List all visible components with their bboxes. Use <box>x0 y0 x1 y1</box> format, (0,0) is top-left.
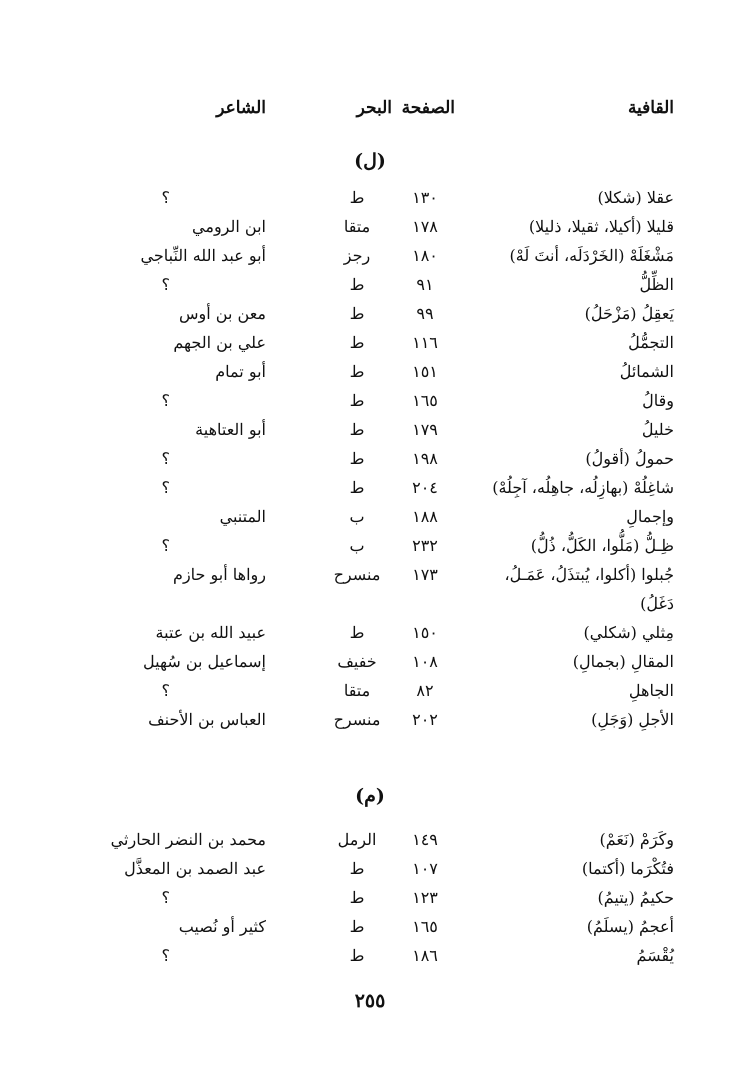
page-cell: ٢٠٤ <box>412 478 438 497</box>
page-number: ٢٥٥ <box>354 990 386 1012</box>
table-row <box>0 623 740 652</box>
header-page: الصفحة <box>401 98 455 118</box>
qafia-cell: الظِّلُّ <box>639 275 674 294</box>
bahr-cell: متقا <box>343 217 371 236</box>
poet-cell: كثير أو نُصيب <box>178 917 266 936</box>
page-cell: ١٥١ <box>412 362 438 381</box>
page-cell: ١٤٩ <box>412 830 438 849</box>
bahr-cell: ط <box>349 333 365 352</box>
qafia-cell: الجاهلِ <box>628 681 674 700</box>
bahr-cell: ب <box>349 507 365 526</box>
poet-cell: محمد بن النضر الحارثي <box>110 830 266 849</box>
bahr-cell: ط <box>349 420 365 439</box>
qafia-cell: وكَرَمْ (نَعَمْ) <box>599 830 674 849</box>
poet-cell: علي بن الجهم <box>173 333 266 352</box>
poet-cell: معن بن أوس <box>179 304 266 323</box>
table-row <box>0 888 740 917</box>
page-cell: ١٣٠ <box>412 188 438 207</box>
header-poet: الشاعر <box>216 98 266 118</box>
bahr-cell: ط <box>349 449 365 468</box>
page-cell: ١٠٧ <box>412 859 438 878</box>
header-bahr: البحر <box>356 98 392 118</box>
poet-cell: العباس بن الأحنف <box>148 710 266 729</box>
page-cell: ١٩٨ <box>412 449 438 468</box>
bahr-cell: ط <box>349 362 365 381</box>
table-row <box>0 304 740 333</box>
qafia-cell: الأجلِ (وَجَلِ) <box>591 710 674 729</box>
qafia-cell: فتُكْرَما (أكتما) <box>581 859 674 878</box>
section-lam-rows <box>0 188 740 739</box>
qafia-cell: يَعقِلُ (مَزْحَلُ) <box>584 304 674 323</box>
page-cell: ١٧٣ <box>412 565 438 584</box>
table-header <box>0 98 740 126</box>
bahr-cell: ط <box>349 478 365 497</box>
page-cell: ١٨٨ <box>412 507 438 526</box>
bahr-cell: ط <box>349 188 365 207</box>
qafia-cell: وإجمالِ <box>626 507 674 526</box>
poet-cell: أبو العتاهية <box>195 420 266 439</box>
bahr-cell: منسرح <box>333 565 381 584</box>
qafia-cell: التجمُّلُ <box>628 333 674 352</box>
page-cell: ١٦٥ <box>412 391 438 410</box>
section-title-lam: (ل) <box>354 150 386 172</box>
bahr-cell: ط <box>349 859 365 878</box>
table-row <box>0 859 740 888</box>
table-row <box>0 710 740 739</box>
poet-cell: أبو عبد الله النِّباجي <box>140 246 266 265</box>
table-row <box>0 333 740 362</box>
section-mim-rows <box>0 830 740 975</box>
table-row <box>0 536 740 565</box>
page-cell: ٢٣٢ <box>412 536 438 555</box>
bahr-cell: متقا <box>343 681 371 700</box>
page-cell: ١١٦ <box>412 333 438 352</box>
bahr-cell: منسرح <box>333 710 381 729</box>
page-cell: ٩٩ <box>416 304 434 323</box>
poet-cell: ؟ <box>161 478 170 497</box>
qafia-cell: وقالُ <box>642 391 674 410</box>
poet-cell: أبو تمام <box>215 362 266 381</box>
qafia-cell: قليلا (أكيلا، ثقيلا، ذليلا) <box>528 217 674 236</box>
page-cell: ١٨٦ <box>412 946 438 965</box>
qafia-cell: الشمائلُ <box>619 362 674 381</box>
poet-cell: ؟ <box>161 681 170 700</box>
poet-cell: ؟ <box>161 449 170 468</box>
page-cell: ١٠٨ <box>412 652 438 671</box>
poet-cell: ؟ <box>161 536 170 555</box>
qafia-cell: دَغَلُ) <box>640 594 674 613</box>
table-row <box>0 507 740 536</box>
poet-cell: ؟ <box>161 946 170 965</box>
qafia-cell: مَشْغَلَهْ (الخَرْدَلَه، أنتَ لَهْ) <box>509 246 674 265</box>
bahr-cell: رجز <box>343 246 371 265</box>
qafia-cell: خليلُ <box>641 420 674 439</box>
page-cell: ١٦٥ <box>412 917 438 936</box>
bahr-cell: ط <box>349 304 365 323</box>
table-row <box>0 275 740 304</box>
qafia-cell: يُقْسَمُ <box>636 946 674 965</box>
qafia-cell: شاغِلُهْ (بهازِلُه، جاهِلُه، آجِلُهْ) <box>492 478 674 497</box>
bahr-cell: ط <box>349 623 365 642</box>
poet-cell: ؟ <box>161 188 170 207</box>
qafia-cell: أعجمُ (يسلَمُ) <box>586 917 674 936</box>
poet-cell: رواها أبو حازم <box>173 565 266 584</box>
table-row <box>0 420 740 449</box>
header-qafia: القافية <box>627 98 674 118</box>
table-row <box>0 362 740 391</box>
page-cell: ١٧٨ <box>412 217 438 236</box>
table-row <box>0 188 740 217</box>
bahr-cell: ط <box>349 275 365 294</box>
page-cell: ١٥٠ <box>412 623 438 642</box>
bahr-cell: ط <box>349 917 365 936</box>
table-row <box>0 565 740 594</box>
qafia-cell: المقالِ (بجمالِ) <box>572 652 674 671</box>
poet-cell: ابن الرومي <box>192 217 266 236</box>
poet-cell: ؟ <box>161 888 170 907</box>
page-cell: ٩١ <box>416 275 434 294</box>
poet-cell: المتنبي <box>219 507 266 526</box>
table-row <box>0 946 740 975</box>
qafia-cell: جُبلوا (أكلوا، يُبتذَلُ، عَمَـلُ، <box>504 565 674 584</box>
bahr-cell: ط <box>349 391 365 410</box>
table-row <box>0 681 740 710</box>
qafia-cell: حمولُ (أقولُ) <box>585 449 674 468</box>
bahr-cell: الرمل <box>337 830 377 849</box>
poet-cell: عبيد الله بن عتبة <box>155 623 266 642</box>
table-row <box>0 917 740 946</box>
page-cell: ١٧٩ <box>412 420 438 439</box>
page-cell: ٢٠٢ <box>412 710 438 729</box>
bahr-cell: ط <box>349 888 365 907</box>
qafia-cell: مِثلي (شكلي) <box>583 623 674 642</box>
poet-cell: ؟ <box>161 275 170 294</box>
page-cell: ١٢٣ <box>412 888 438 907</box>
table-row <box>0 594 740 623</box>
table-row <box>0 652 740 681</box>
table-row <box>0 449 740 478</box>
table-row <box>0 830 740 859</box>
bahr-cell: ب <box>349 536 365 555</box>
table-row <box>0 391 740 420</box>
page-cell: ١٨٠ <box>412 246 438 265</box>
poet-cell: ؟ <box>161 391 170 410</box>
section-title-mim: (م) <box>355 785 385 807</box>
poet-cell: إسماعيل بن سُهيل <box>143 652 266 671</box>
qafia-cell: حكيمُ (يتيمُ) <box>597 888 674 907</box>
table-row <box>0 217 740 246</box>
table-row <box>0 478 740 507</box>
bahr-cell: ط <box>349 946 365 965</box>
qafia-cell: ظِـلُّ (مَلُّوا، الكَلُّ، ذُلُّ) <box>530 536 674 555</box>
table-row <box>0 246 740 275</box>
page-cell: ٨٢ <box>416 681 434 700</box>
qafia-cell: عقلا (شكلا) <box>597 188 674 207</box>
bahr-cell: خفيف <box>337 652 377 671</box>
poet-cell: عبد الصمد بن المعذَّل <box>124 859 266 878</box>
